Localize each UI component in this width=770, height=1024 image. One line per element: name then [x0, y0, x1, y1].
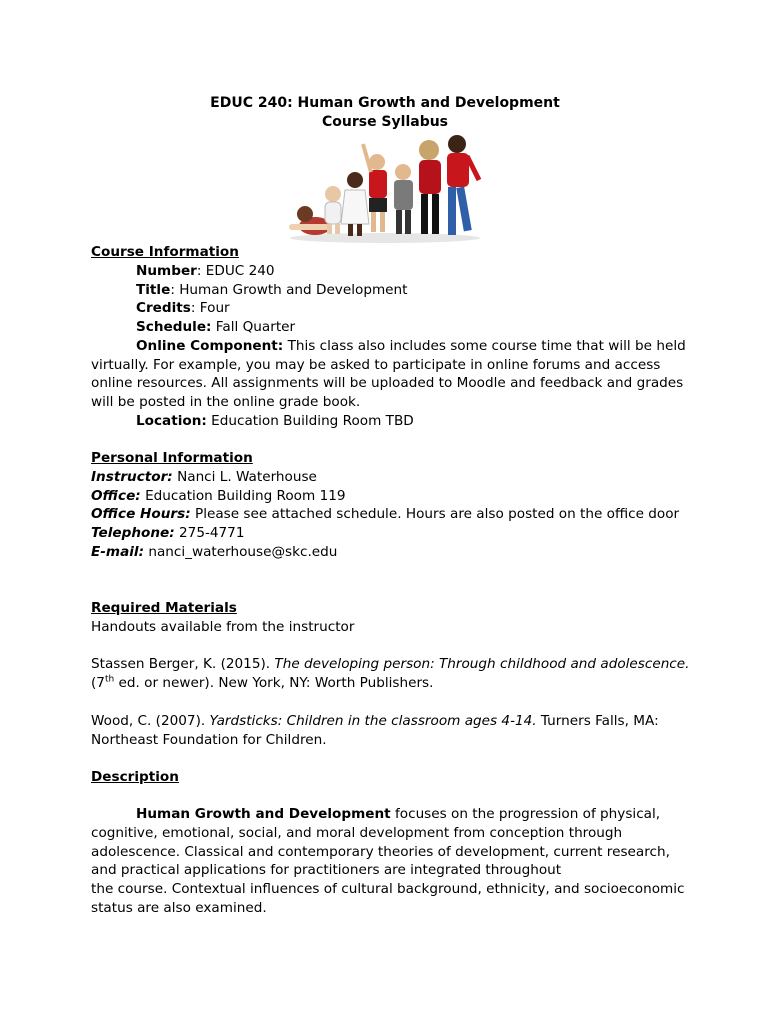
online-component-line: online resources. All assignments will be uploaded to Moodle and feedback and grades: [91, 375, 684, 391]
online-component-row: [136, 337, 686, 356]
course-title-value: : Human Growth and Development: [170, 282, 408, 298]
telephone-value: 275-4771: [174, 525, 245, 541]
course-title-row: [136, 281, 408, 300]
course-schedule-row: [136, 318, 295, 337]
children-illustration: [285, 132, 485, 244]
description-course-name: Human Growth and Development: [136, 806, 391, 822]
page-title: EDUC 240: Human Growth and Development: [210, 95, 560, 111]
reference-berger-title: The developing person: Through childhood and adolescence.: [274, 656, 690, 672]
girl-red-cardigan-figure: [419, 140, 441, 234]
course-number-label: Number: [136, 263, 197, 279]
materials-heading: Required Materials: [91, 600, 237, 616]
reference-berger-edition: (7th ed. or newer). New York, NY: Worth Publishers.: [91, 674, 434, 691]
reference-wood: [91, 712, 659, 731]
email-value: nanci_waterhouse@skc.edu: [144, 544, 338, 560]
course-credits-value: : Four: [190, 300, 230, 316]
course-credits-row: [136, 299, 230, 318]
office-hours-label: Office Hours:: [91, 506, 191, 522]
reference-wood-line2: Northeast Foundation for Children.: [91, 732, 327, 748]
office-row: [91, 487, 346, 506]
email-label: E-mail:: [91, 544, 145, 560]
description-line: status are also examined.: [91, 900, 267, 916]
course-number-row: [136, 262, 275, 281]
reference-berger: [91, 655, 689, 674]
description-heading: Description: [91, 769, 179, 785]
description-lead: Human Growth and Development focuses on the progression of physical,: [136, 806, 661, 822]
child-gray-figure: [394, 164, 413, 234]
office-value: Education Building Room 119: [140, 488, 346, 504]
telephone-label: Telephone:: [91, 525, 175, 541]
course-schedule-value: Fall Quarter: [211, 319, 296, 335]
course-number-value: : EDUC 240: [196, 263, 275, 279]
office-hours-row: [91, 505, 679, 524]
course-location-row: [136, 412, 414, 431]
telephone-row: [91, 524, 244, 543]
course-title-label: Title: [136, 282, 171, 298]
handouts-text: Handouts available from the instructor: [91, 619, 355, 635]
email-row: [91, 543, 337, 562]
online-component-line: will be posted in the online grade book.: [91, 394, 361, 410]
reference-wood-title: Yardsticks: Children in the classroom ages 4-14.: [209, 713, 537, 729]
reference-berger-authors: Stassen Berger, K. (2015).: [91, 656, 275, 672]
description-line: cognitive, emotional, social, and moral development from conception through: [91, 825, 623, 841]
office-hours-value: Please see attached schedule. Hours are also posted on the office door: [190, 506, 680, 522]
course-credits-label: Credits: [136, 300, 191, 316]
child-white-dress-figure: [341, 172, 369, 236]
online-component-text: This class also includes some course time that will be held: [283, 338, 686, 354]
office-label: Office:: [91, 488, 141, 504]
online-component-line: virtually. For example, you may be asked to participate in online forums and access: [91, 357, 661, 373]
course-info-heading: Course Information: [91, 244, 239, 260]
description-line: adolescence. Classical and contemporary theories of development, current research,: [91, 844, 670, 860]
course-location-label: Location:: [136, 413, 207, 429]
reference-wood-publisher: Turners Falls, MA:: [536, 713, 659, 729]
course-location-value: Education Building Room TBD: [206, 413, 414, 429]
personal-info-heading: Personal Information: [91, 450, 253, 466]
instructor-label: Instructor:: [91, 469, 173, 485]
page-subtitle: Course Syllabus: [321, 114, 449, 130]
boy-red-jacket-figure: [447, 135, 479, 235]
online-component-label: Online Component:: [136, 338, 284, 354]
instructor-value: Nanci L. Waterhouse: [172, 469, 317, 485]
description-line: the course. Contextual influences of cultural background, ethnicity, and socioeconomic: [91, 881, 685, 897]
course-schedule-label: Schedule:: [136, 319, 212, 335]
toddler-white-figure: [325, 186, 341, 234]
reference-wood-authors: Wood, C. (2007).: [91, 713, 210, 729]
description-line: and practical applications for practitioners are integrated throughout: [91, 862, 562, 878]
instructor-row: [91, 468, 317, 487]
